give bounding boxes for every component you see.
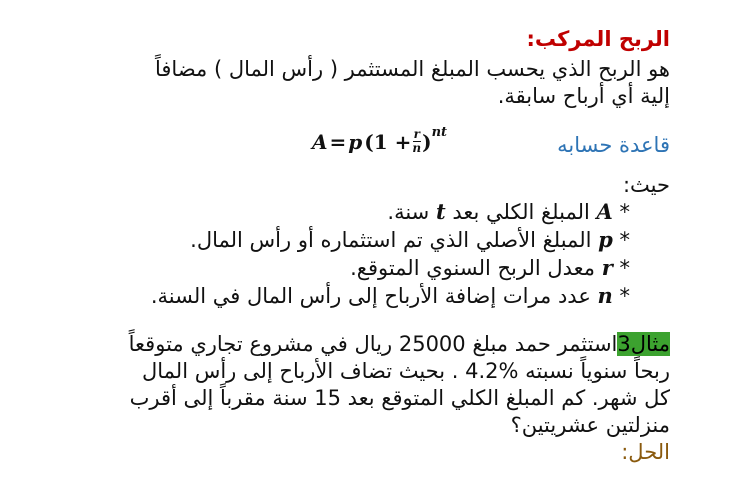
example-text: استثمر حمد مبلغ 25000 ريال في مشروع تجاري متوقعاً [128, 332, 618, 356]
compound-interest-formula [312, 125, 448, 155]
variable-n: n [597, 283, 613, 308]
bullet: * [619, 256, 630, 280]
definition-text: عدد مرات إضافة الأرباح إلى رأس المال في السنة. [150, 284, 591, 308]
formula-exponent: nt [431, 125, 448, 140]
variable-a: A [596, 199, 613, 224]
example-line: كل شهر. كم المبلغ الكلي المتوقع بعد 15 سنة مقرباً إلى أقرب [129, 386, 670, 410]
formula-numerator: r [413, 127, 420, 141]
definition-line: إلية أي أرباح سابقة. [497, 84, 670, 108]
definition-row-p [151, 226, 630, 254]
definition-row-n [151, 282, 630, 310]
formula-one-plus: (1 + [364, 129, 412, 154]
example-line: ربحاً سنوياً نسبته %4.2 . بحيث تضاف الأرباح إلى رأس المال [142, 359, 670, 383]
formula-label: قاعدة حسابه [557, 133, 670, 157]
variable-definitions [151, 198, 630, 310]
formula-denominator: n [412, 141, 422, 155]
example-line [129, 331, 670, 358]
formula-principal: p [348, 129, 363, 154]
definition-text: معدل الربح السنوي المتوقع. [350, 256, 596, 280]
definition-row-r [151, 254, 630, 282]
formula-close-paren: ) [422, 129, 432, 154]
definition-text: المبلغ الكلي بعد [452, 200, 590, 224]
section-title: الربح المركب: [526, 27, 670, 51]
definition-text [155, 56, 670, 110]
bullet: * [619, 284, 630, 308]
definition-text: المبلغ الأصلي الذي تم استثماره أو رأس المال. [190, 228, 592, 252]
formula-fraction [412, 128, 421, 155]
definition-text: سنة. [387, 200, 430, 224]
solution-label: الحل: [621, 440, 670, 464]
where-label: حيث: [622, 173, 670, 197]
example-problem [129, 331, 670, 439]
bullet: * [619, 200, 630, 224]
variable-r: r [601, 255, 613, 280]
formula-equals: = [329, 129, 347, 154]
variable-p: p [598, 227, 613, 252]
variable-t: t [435, 199, 446, 224]
example-line: منزلتين عشريتين؟ [510, 413, 670, 437]
formula-lhs: A [312, 129, 328, 154]
definition-row-a [151, 198, 630, 226]
bullet: * [619, 228, 630, 252]
definition-line: هو الربح الذي يحسب المبلغ المستثمر ( رأس المال ) مضافاً [154, 57, 670, 81]
example-badge: مثال3 [617, 332, 670, 356]
